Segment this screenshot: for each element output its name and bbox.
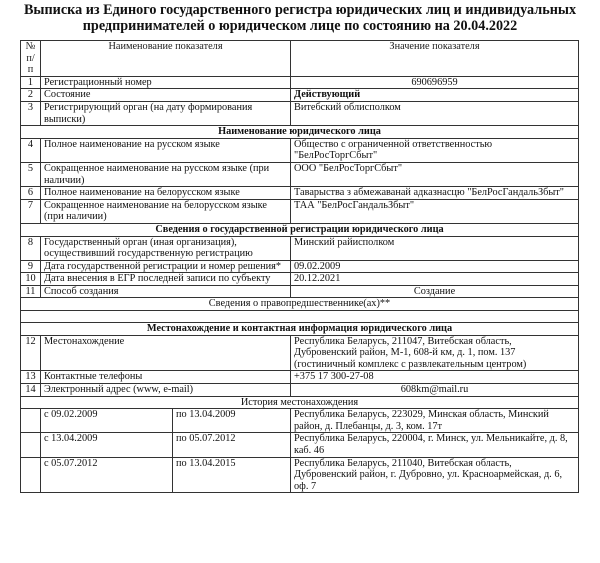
row-label: Электронный адрес (www, e-mail) — [41, 384, 291, 397]
table-row — [21, 187, 579, 200]
table-row — [21, 335, 579, 371]
row-num: 1 — [21, 76, 41, 89]
row-label: Дата государственной регистрации и номер решения* — [41, 260, 291, 273]
section-name: Наименование юридического лица — [21, 126, 579, 139]
history-to: по 13.04.2009 — [173, 409, 291, 433]
empty-row — [21, 311, 579, 323]
history-row — [21, 433, 579, 457]
table-row — [21, 89, 579, 102]
table-row — [21, 101, 579, 125]
history-address: Республика Беларусь, 211040, Витебская область, Дубровенский район, г. Дубровно, ул. Красноармейская, д. 6, оф. 7 — [291, 457, 579, 493]
row-value: 09.02.2009 — [291, 260, 579, 273]
row-num: 13 — [21, 371, 41, 384]
row-value: Республика Беларусь, 211047, Витебская область, Дубровенский район, М-1, 608-й км, д. 1, пом. 137 (гостиничный комплекс с развлекательным центром) — [291, 335, 579, 371]
section-row — [21, 298, 579, 311]
history-blank — [21, 433, 41, 457]
table-row — [21, 285, 579, 298]
table-header-row — [21, 41, 579, 77]
row-num: 9 — [21, 260, 41, 273]
table-row — [21, 138, 579, 162]
registry-table — [20, 40, 579, 493]
table-row — [21, 236, 579, 260]
section-predecessor: Сведения о правопредшественнике(ах)** — [21, 298, 579, 311]
row-value: Таварыства з абмежаванай адказнасцю "БелРосГандальЗбыт" — [291, 187, 579, 200]
section-registration: Сведения о государственной регистрации юридического лица — [21, 223, 579, 236]
row-num: 2 — [21, 89, 41, 102]
row-num: 11 — [21, 285, 41, 298]
row-label: Полное наименование на русском языке — [41, 138, 291, 162]
row-num: 3 — [21, 101, 41, 125]
section-row — [21, 396, 579, 409]
history-from: с 13.04.2009 — [41, 433, 173, 457]
header-indicator: Наименование показателя — [41, 41, 291, 77]
row-value: +375 17 300-27-08 — [291, 371, 579, 384]
section-row — [21, 223, 579, 236]
table-row — [21, 199, 579, 223]
status-value: Действующий — [291, 89, 579, 102]
history-blank — [21, 409, 41, 433]
table-row — [21, 162, 579, 186]
section-history: История местонахождения — [21, 396, 579, 409]
row-num: 4 — [21, 138, 41, 162]
history-to: по 13.04.2015 — [173, 457, 291, 493]
empty-cell — [21, 311, 579, 323]
history-to: по 05.07.2012 — [173, 433, 291, 457]
row-num: 5 — [21, 162, 41, 186]
table-row — [21, 273, 579, 286]
row-num: 6 — [21, 187, 41, 200]
history-from: с 09.02.2009 — [41, 409, 173, 433]
row-label: Способ создания — [41, 285, 291, 298]
row-label: Регистрирующий орган (на дату формирования выписки) — [41, 101, 291, 125]
history-from: с 05.07.2012 — [41, 457, 173, 493]
email-value: 608km@mail.ru — [291, 384, 579, 397]
row-label: Сокращенное наименование на русском языке (при наличии) — [41, 162, 291, 186]
row-label: Государственный орган (иная организация), осуществивший государственную регистрацию — [41, 236, 291, 260]
row-value: Минский райисполком — [291, 236, 579, 260]
row-value: Создание — [291, 285, 579, 298]
row-value: Витебский облисполком — [291, 101, 579, 125]
row-value: ООО "БелРосТоргСбыт" — [291, 162, 579, 186]
history-address: Республика Беларусь, 220004, г. Минск, ул. Мельникайте, д. 8, каб. 46 — [291, 433, 579, 457]
row-value: 690696959 — [291, 76, 579, 89]
row-label: Дата внесения в ЕГР последней записи по субъекту — [41, 273, 291, 286]
table-row — [21, 260, 579, 273]
row-num: 12 — [21, 335, 41, 371]
table-row — [21, 76, 579, 89]
history-row — [21, 457, 579, 493]
row-num: 7 — [21, 199, 41, 223]
row-value: ТАА "БелРосГандальЗбыт" — [291, 199, 579, 223]
row-num: 14 — [21, 384, 41, 397]
row-label: Местонахождение — [41, 335, 291, 371]
header-value: Значение показателя — [291, 41, 579, 77]
history-row — [21, 409, 579, 433]
section-location: Местонахождение и контактная информация юридического лица — [21, 323, 579, 336]
section-row — [21, 126, 579, 139]
section-row — [21, 323, 579, 336]
history-address: Республика Беларусь, 223029, Минская область, Минский район, д. Плебанцы, д. 3, ком. 17т — [291, 409, 579, 433]
row-label: Полное наименование на белорусском языке — [41, 187, 291, 200]
header-num: № п/п — [21, 41, 41, 77]
history-blank — [21, 457, 41, 493]
row-label: Регистрационный номер — [41, 76, 291, 89]
row-label: Контактные телефоны — [41, 371, 291, 384]
row-num: 8 — [21, 236, 41, 260]
row-num: 10 — [21, 273, 41, 286]
row-value: 20.12.2021 — [291, 273, 579, 286]
table-row — [21, 371, 579, 384]
row-label: Сокращенное наименование на белорусском языке (при наличии) — [41, 199, 291, 223]
document-title: Выписка из Единого государственного регистра юридических лиц и индивидуальных предпринимателей о юридическом лице по состоянию на 20.04.2022 — [23, 2, 577, 34]
table-row — [21, 384, 579, 397]
row-label: Состояние — [41, 89, 291, 102]
row-value: Общество с ограниченной ответственностью "БелРосТоргСбыт" — [291, 138, 579, 162]
